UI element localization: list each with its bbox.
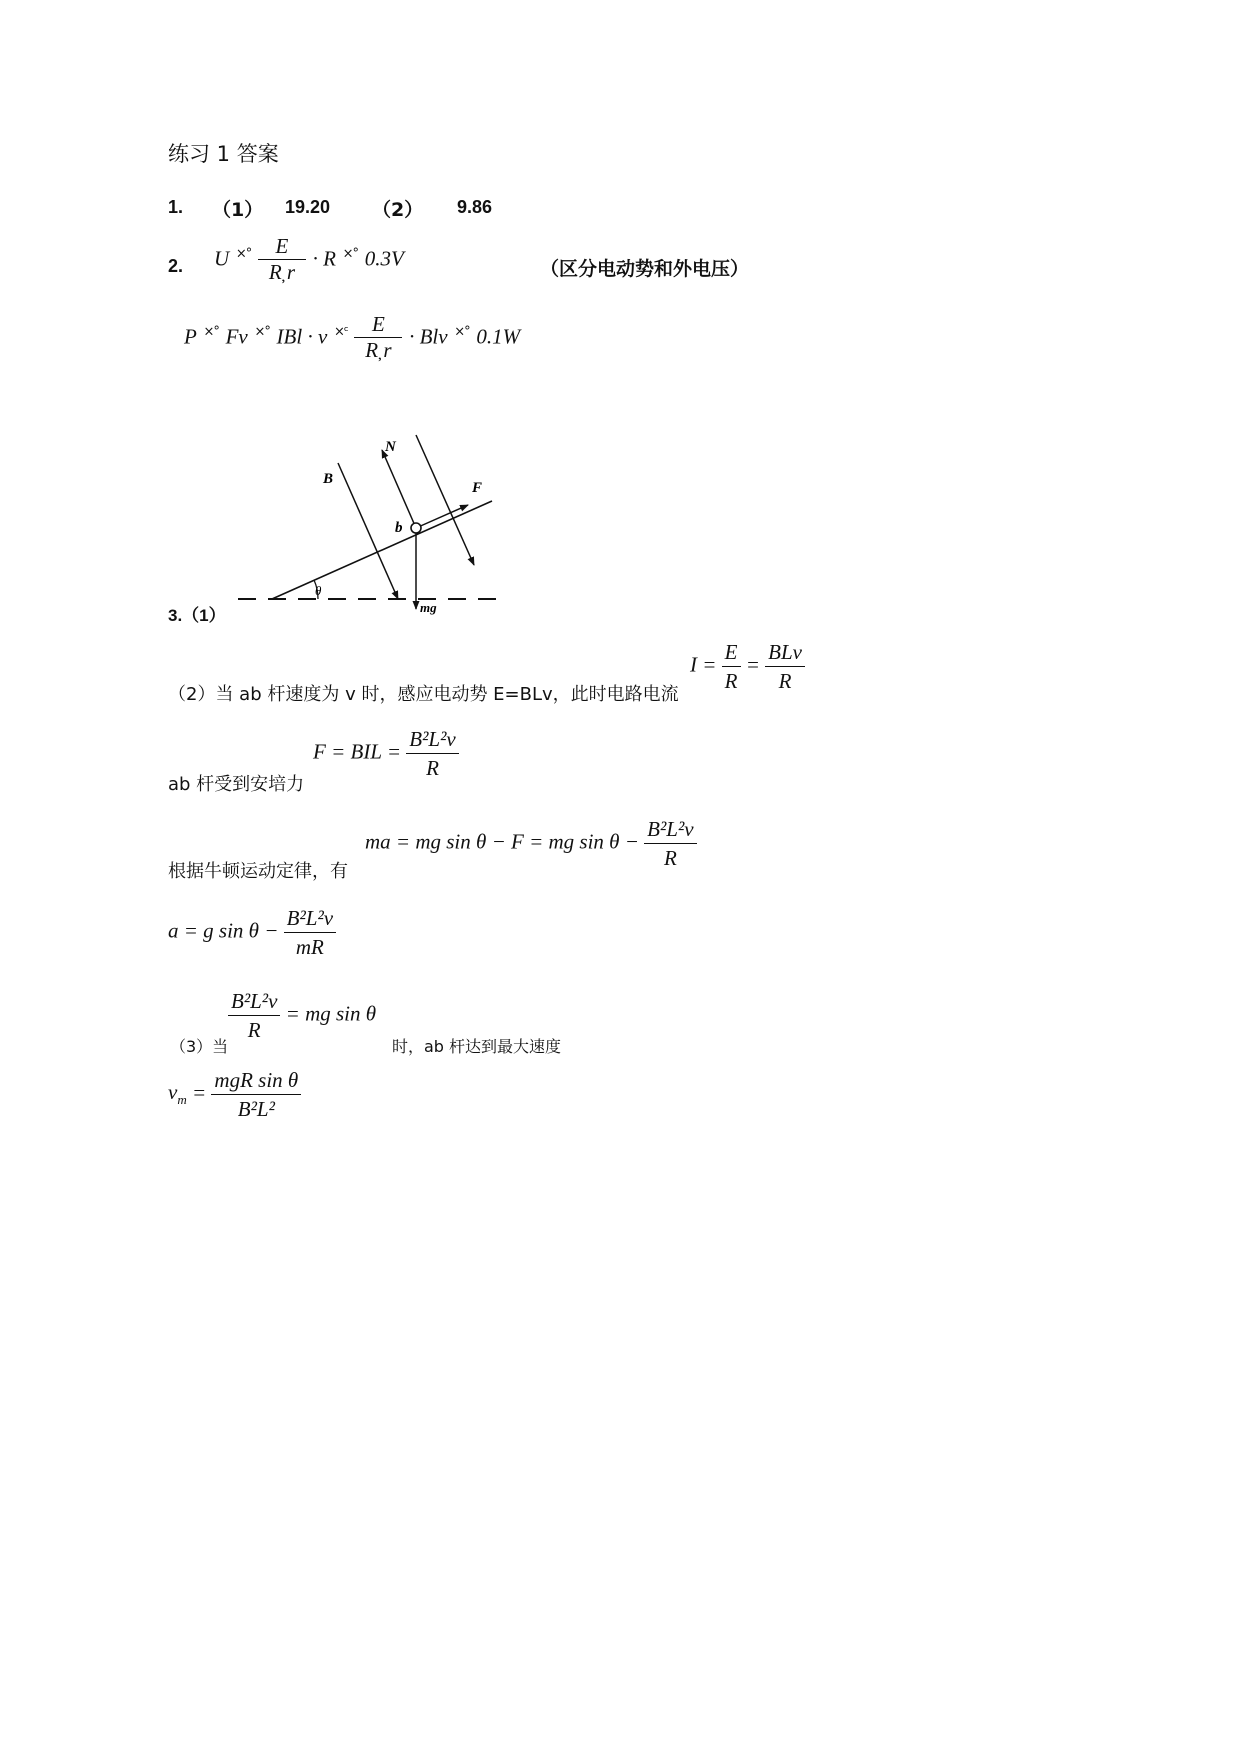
force-diagram [230,425,520,620]
p-symbol: P [184,324,197,349]
current-fraction-1 [722,640,741,693]
q3-number: 3.（1） [168,606,226,625]
q1-number: 1. [168,197,184,217]
p-fraction-num: E [371,312,385,336]
force-den: R [406,753,458,780]
p-result: 0.1W [476,324,521,349]
label-b-field: B [323,471,334,487]
acceleration-equation [168,906,336,959]
accel-num: B²L²v [286,906,334,930]
vm-symbol [168,1080,187,1108]
accel-lhs: a = g sin θ − [168,918,279,943]
q1-part2-label: （2） [372,199,424,221]
odd-glyph: ×° [454,324,470,340]
condition-fraction [228,989,280,1042]
odd-glyph-c: ×ᶜ [333,324,348,340]
current-f2-num: BLv [768,640,802,664]
u-mid: · R [312,246,336,271]
vm-eq: = [191,1080,207,1105]
vm-v: v [168,1080,178,1105]
label-n: N [385,439,396,455]
accel-fraction [284,906,336,959]
force-num: B²L²v [409,727,456,751]
label-theta: θ [315,583,322,598]
newton-fraction [644,817,696,870]
p-fraction [354,314,402,361]
odd-glyph: ×° [235,246,252,262]
u-fraction-den: R̦ r [258,259,306,283]
q2-voltage-equation [214,236,404,283]
current-f2-den: R [765,666,805,693]
q3-part3-prefix: （3）当 [170,1037,229,1056]
condition-equation [228,989,376,1042]
u-result: 0.3V [364,246,404,271]
field-line-b-right [416,435,474,565]
u-symbol: U [214,246,230,271]
force-fraction [406,727,458,780]
vm-sub: m [177,1092,187,1108]
q2-note: （区分电动势和外电压） [540,258,750,280]
q1-part1-value: 19.20 [285,197,331,217]
current-f1-den: R [722,666,741,693]
label-b-rod: b [395,520,403,536]
rod-b-circle [411,523,421,533]
accel-den: mR [284,932,336,959]
condition-den: R [228,1015,280,1042]
u-fraction [258,236,306,283]
current-equation [690,640,805,693]
odd-glyph: ×° [254,324,270,340]
inclined-rail [272,501,492,599]
max-velocity-equation [168,1068,301,1121]
current-lhs: I = [690,652,717,677]
q3-part3-suffix: 时，ab 杆达到最大速度 [392,1037,562,1056]
vm-fraction [211,1068,301,1121]
q2-power-equation [184,314,520,361]
label-f: F [472,480,483,496]
condition-num: B²L²v [231,989,278,1013]
label-mg: mg [420,600,437,615]
p-fv: Fv [225,324,248,349]
odd-glyph: ×° [342,246,359,262]
condition-rhs: = mg sin θ [285,1001,377,1026]
force-equation [313,727,459,780]
q2-number: 2. [168,256,184,276]
vm-den: B²L² [211,1094,301,1121]
current-f1-num: E [724,640,738,664]
newton-den: R [644,843,696,870]
q1-part2-value: 9.86 [457,197,493,217]
q3-part2-text: （2）当 ab 杆速度为 v 时，感应电动势 E=BLv，此时电路电流 [168,684,679,705]
current-eq: = [745,652,760,677]
field-line-b-left [338,463,398,599]
normal-force-arrow [382,450,416,528]
ampere-force-arrow [416,505,468,528]
p-mid: · Blv [409,324,448,349]
current-fraction-2 [765,640,805,693]
newton-text: 根据牛顿运动定律，有 [168,861,348,882]
page-title: 练习 1 答案 [168,142,279,166]
p-ibl: IBl · v [276,324,328,349]
p-fraction-den: R̦ r [354,337,402,361]
newton-lhs: ma = mg sin θ − F = mg sin θ − [365,829,639,854]
ampere-text: ab 杆受到安培力 [168,774,305,795]
force-lhs: F = BIL = [313,739,402,764]
vm-num: mgR sin θ [214,1068,299,1092]
u-fraction-num: E [275,234,289,258]
newton-equation [365,817,697,870]
odd-glyph: ×° [203,324,219,340]
newton-num: B²L²v [647,817,694,841]
q1-part1-label: （1） [212,199,264,221]
